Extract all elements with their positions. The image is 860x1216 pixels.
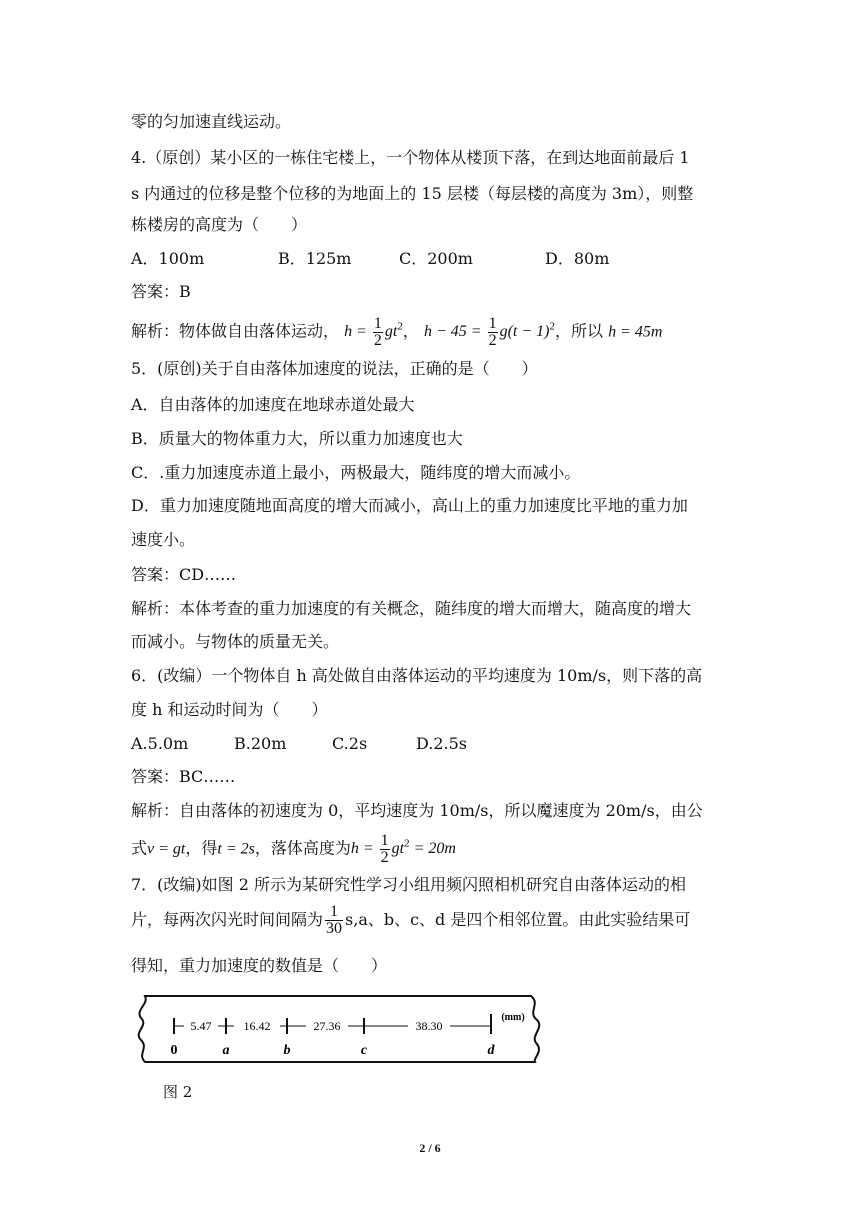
explanation-prefix: 解析：物体做自由落体运动， <box>131 321 340 341</box>
fraction: $\frac{1}{30}$ <box>326 903 343 937</box>
question-4-explanation: 解析：物体做自由落体运动， h = $\frac{1}{2}$ $gt^2$， h − 45 = $\frac{1}{2}$ $g(t - 1)^2$，所以 h = 45m <box>131 315 663 350</box>
question-4-line-1: 4.（原创）某小区的一栋住宅楼上，一个物体从楼顶下落，在到达地面前最后 1 <box>131 148 690 167</box>
fraction: $\frac{1}{2}$ <box>380 832 389 867</box>
question-4-options <box>131 249 609 269</box>
question-5-explanation-line-2: 而减小。与物体的质量无关。 <box>131 632 340 651</box>
segment-label-3: 27.36 <box>313 1019 341 1033</box>
question-6-explanation-line-1: 解析：自由落体的初速度为 0，平均速度为 10m/s，所以魔速度为 20m/s，由公 <box>131 801 703 820</box>
point-label-0: 0 <box>170 1043 178 1058</box>
question-5-answer: 答案：CD…… <box>131 565 237 584</box>
question-5-option-d-line-1: D．重力加速度随地面高度的增大而减小，高山上的重力加速度比平地的重力加 <box>131 496 688 515</box>
point-label-b: b <box>283 1043 291 1058</box>
option-b: B．125m <box>278 249 352 268</box>
question-5-explanation-line-1: 解析：本体考查的重力加速度的有关概念，随纬度的增大而增大，随高度的增大 <box>131 599 692 618</box>
figure-strobe-tape <box>131 990 551 1070</box>
formula-2: h − 45 = $\frac{1}{2}$ $g(t - 1)^2$ <box>423 315 555 350</box>
formula-t: t = 2s <box>217 840 255 858</box>
text-line: 零的匀加速直线运动。 <box>131 112 292 131</box>
formula-v: v = gt <box>147 840 186 858</box>
segment-label-1: 5.47 <box>190 1019 212 1033</box>
segment-label-4: 38.30 <box>415 1019 443 1033</box>
fraction: $\frac{1}{2}$ <box>373 315 382 350</box>
question-5-option-b: B．质量大的物体重力大，所以重力加速度也大 <box>131 429 463 448</box>
question-7-line-2: 片，每两次闪光时间间隔为 $\frac{1}{30}$ s,a、b、c、d 是四个相邻位置。由此实验结果可 <box>131 903 691 937</box>
question-5-option-a: A．自由落体的加速度在地球赤道处最大 <box>131 395 415 414</box>
option-c: C．200m <box>399 249 473 268</box>
question-4-answer: 答案：B <box>131 282 191 301</box>
question-5-option-c: C．.重力加速度赤道上最小，两极最大，随纬度的增大而减小。 <box>131 463 581 482</box>
formula-1: h = $\frac{1}{2}$ $gt^2$ <box>344 315 403 350</box>
option-a: A.5.0m <box>131 734 189 753</box>
question-4-line-3: 栋楼房的高度为（ ） <box>131 215 308 234</box>
segment-label-2: 16.42 <box>243 1019 271 1033</box>
question-6-line-2: 度 h 和运动时间为（ ） <box>131 700 328 719</box>
option-d: D．80m <box>545 249 610 268</box>
question-7-line-1: 7．(改编)如图 2 所示为某研究性学习小组用频闪照相机研究自由落体运动的相 <box>131 875 687 894</box>
question-5-option-d-line-2: 速度小。 <box>131 530 196 549</box>
option-d: D.2.5s <box>416 734 467 753</box>
question-5: 5．(原创)关于自由落体加速度的说法，正确的是（ ） <box>131 359 538 378</box>
point-label-d: d <box>487 1043 495 1058</box>
question-6-explanation-line-2: 式v = gt，得t = 2s，落体高度为h = $\frac{1}{2}$ $gt^2 = 20m$ <box>131 832 456 867</box>
question-6-options <box>131 734 467 754</box>
strobe-tape-diagram <box>131 990 551 1066</box>
option-a: A．100m <box>131 249 205 268</box>
point-label-c: c <box>360 1043 368 1058</box>
figure-caption: 图 2 <box>163 1083 193 1101</box>
formula-3: h = 45m <box>608 323 663 341</box>
option-b: B.20m <box>234 734 287 753</box>
question-6-line-1: 6．(改编）一个物体自 h 高处做自由落体运动的平均速度为 10m/s，则下落的高 <box>131 666 703 685</box>
option-c: C.2s <box>332 734 368 753</box>
question-6-answer: 答案：BC…… <box>131 767 236 786</box>
fraction: $\frac{1}{2}$ <box>488 315 497 350</box>
formula-h: h = $\frac{1}{2}$ $gt^2 = 20m$ <box>350 832 456 867</box>
unit-label: (mm) <box>501 1012 525 1023</box>
question-4-line-2: s 内通过的位移是整个位移的为地面上的 15 层楼（每层楼的高度为 3m），则整 <box>131 184 694 203</box>
page-number: 2 / 6 <box>419 1141 441 1155</box>
question-7-line-3: 得知，重力加速度的数值是（ ） <box>131 956 388 975</box>
point-label-a: a <box>222 1043 230 1058</box>
